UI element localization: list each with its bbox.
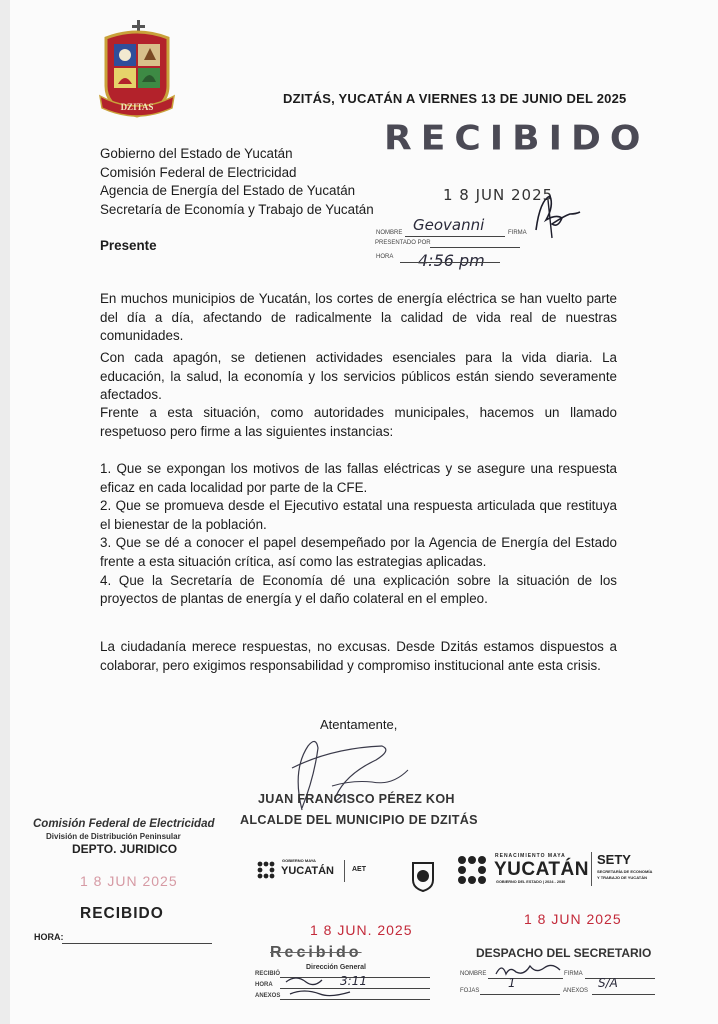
logo-divider (591, 852, 592, 886)
secretario-stamp-firma-label: FIRMA (564, 971, 583, 977)
mayor-name: JUAN FRANCISCO PÉREZ KOH (258, 792, 455, 806)
secretario-stamp-nombre-label: NOMBRE (460, 971, 487, 977)
dg-stamp-time-handwritten: 3:11 (340, 974, 367, 988)
secretario-stamp-firma-line (585, 978, 655, 979)
received-stamp-firma-label: FIRMA (508, 230, 527, 236)
secretario-stamp-name-scribble (494, 960, 564, 980)
secretario-stamp-fojas-line (480, 994, 560, 995)
yucatan-pattern-icon (256, 860, 276, 880)
recipient: Comisión Federal de Electricidad (100, 164, 297, 180)
aet-logo: AET (352, 866, 366, 873)
secretario-stamp-title: DESPACHO DEL SECRETARIO (476, 946, 652, 960)
crest-label: DZITAS (120, 102, 154, 112)
cfe-stamp-date: 1 8 JUN 2025 (80, 873, 178, 889)
sety-sub-1: SECRETARÍA DE ECONOMÍA (597, 869, 653, 874)
request-item: 2. Que se promueva desde el Ejecutivo estatal una respuesta articulada que restituya el bienestar de la población. (100, 498, 617, 532)
yucatan-large-pattern-icon (456, 854, 488, 886)
paragraph-4: La ciudadanía merece respuestas, no excusas. Desde Dzitás estamos dispuestos a colaborar, pero exigimos responsabilidad y compromiso institucional ante esta crisis. (100, 639, 617, 673)
received-stamp-time-handwritten: 4:56 pm (418, 251, 485, 270)
recipient: Gobierno del Estado de Yucatán (100, 146, 293, 161)
secretario-stamp-anexos-label: ANEXOS (563, 988, 589, 994)
paragraph-2: Con cada apagón, se detienen actividades esenciales para la vida diaria. La educación, la salud, la economía y los servicios públicos están siendo severamente afectados. (100, 350, 617, 403)
secretario-stamp-anexos-line (592, 994, 655, 995)
dg-stamp-label: HORA (255, 982, 273, 988)
recipient: Agencia de Energía del Estado de Yucatán (100, 183, 356, 199)
received-stamp-word: RECIBIDO (384, 119, 650, 158)
secretario-stamp-anexos-handwritten: S/A (598, 976, 618, 990)
dg-stamp-scribble (284, 968, 356, 1000)
closing-salutation: Atentamente, (320, 717, 398, 732)
document-date: DZITÁS, YUCATÁN A VIERNES 13 DE JUNIO DEL 2025 (283, 91, 627, 106)
request-item: 1. Que se expongan los motivos de las fallas eléctricas y se asegure una respuesta eficaz en cada localidad por parte de la CFE. (100, 461, 617, 495)
secretario-stamp-fojas-handwritten: 1 (508, 976, 516, 990)
dg-stamp-date: 1 8 JUN. 2025 (310, 922, 413, 938)
cfe-stamp-division: División de Distribución Peninsular (46, 832, 181, 841)
secretario-stamp-date: 1 8 JUN 2025 (524, 911, 622, 927)
logo-divider (344, 860, 345, 882)
request-item: 4. Que la Secretaría de Economía dé una explicación sobre la situación de los proyectos de plantas de energía y el daño colateral en el empleo. (100, 572, 617, 607)
received-stamp-name-line (405, 236, 505, 237)
cfe-stamp-dept: DEPTO. JURIDICO (72, 842, 178, 856)
received-stamp-presented-label: PRESENTADO POR (375, 240, 431, 246)
received-stamp-hora-label: HORA (376, 254, 394, 260)
dg-stamp-word: Recibido (270, 944, 362, 961)
received-stamp-date: 1 8 JUN 2025 (443, 186, 554, 204)
paragraph-3: Frente a esta situación, como autoridades municipales, hacemos un llamado respetuoso pero firme a las siguientes instancias: (100, 405, 617, 439)
paragraph-1: En muchos municipios de Yucatán, los cortes de energía eléctrica se han vuelto parte del día a día, afectando de radicalmente la calidad de vida real de nuestras comunidades. (100, 291, 617, 344)
yucatan-large-logo: YUCATÁN (494, 859, 589, 880)
received-stamp-presented-line (430, 247, 520, 248)
cfe-stamp-hora-label: HORA: (34, 932, 64, 942)
mayor-title: ALCALDE DEL MUNICIPIO DE DZITÁS (240, 813, 478, 827)
cfe-stamp-hora-line (62, 943, 212, 944)
received-stamp-hora-line (400, 262, 500, 263)
request-item: 3. Que se dé a conocer el papel desempeñado por la Agencia de Energía del Estado frente a esta situación crítica, así como las estrategias aplicadas. (100, 535, 617, 569)
yucatan-small-logo: YUCATÁN (281, 865, 334, 877)
cfe-stamp-org: Comisión Federal de Electricidad (33, 818, 215, 830)
sety-logo: SETY (597, 852, 631, 867)
cfe-stamp-word: RECIBIDO (80, 905, 164, 922)
recipient: Secretaría de Economía y Trabajo de Yucatán (100, 202, 374, 218)
yucatan-large-top: RENACIMIENTO MAYA (495, 853, 566, 859)
greeting: Presente (100, 238, 157, 253)
dg-stamp-label: RECIBIÓ (255, 971, 281, 977)
request-list (100, 460, 617, 609)
received-stamp-name-handwritten: Geovanni (413, 216, 485, 234)
sety-sub-2: Y TRABAJO DE YUCATÁN (597, 875, 648, 880)
dzitas-crest-logo (96, 16, 178, 126)
received-stamp-signature-scribble (528, 190, 586, 242)
yucatan-large-sub: GOBIERNO DEL ESTADO | 2024 - 2030 (496, 880, 566, 884)
yucatan-small-top: GOBIERNO MAYA (282, 858, 316, 863)
page-left-edge (0, 0, 10, 1024)
dg-stamp-label: ANEXOS (255, 993, 281, 999)
recipient-list (100, 145, 374, 220)
secretario-stamp-fojas-label: FOJAS (460, 988, 480, 994)
dg-stamp-sub: Dirección General (306, 964, 366, 971)
state-shield-icon (410, 860, 436, 892)
received-stamp-nombre-label: NOMBRE (376, 230, 403, 236)
